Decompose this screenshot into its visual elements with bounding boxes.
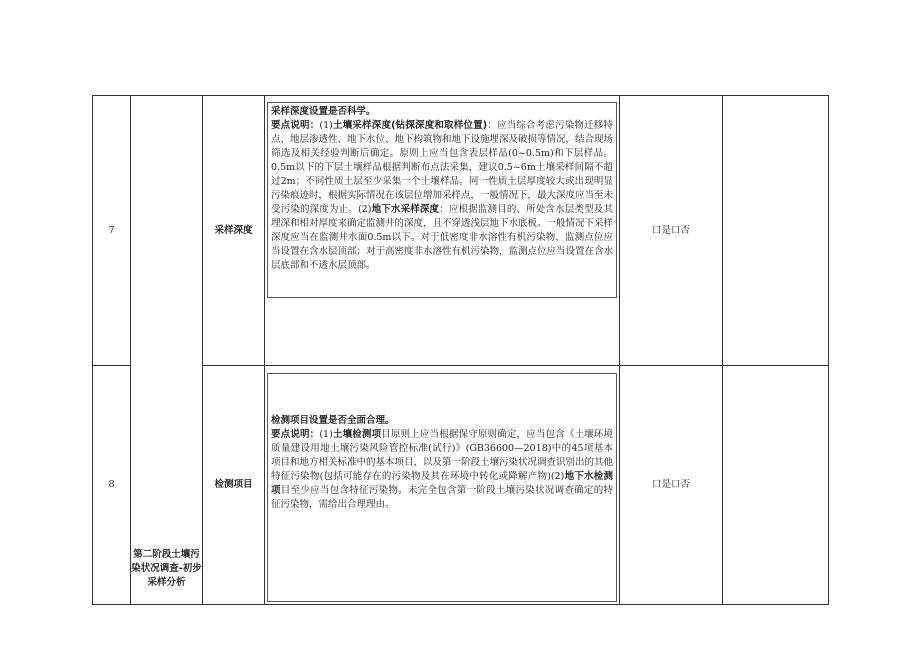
content-body [271,119,613,273]
content-heading: 检测项目设置是否全面合理。 [271,415,395,426]
content-box [267,373,617,602]
table-row [93,96,829,366]
content-cell [265,96,620,366]
point-2-text: 目至少应当包含特征污染物。未完全包含第一阶段土壤污染状况调查确定的特征污染物，需给出合理理由。 [271,485,613,510]
table-row [93,366,829,605]
item-label: 采样深度 [203,96,265,366]
content-body [271,428,613,512]
point-1-label: 土壤采样深度(钻探深度和取样位置) [332,120,488,131]
point-1-prefix: (1) [319,120,333,131]
point-2-label: 地下水检测项 [271,471,613,496]
point-1-label: 土壤检测项 [332,429,382,440]
key-label: 要点说明： [271,120,320,131]
point-2-text: ：应根据监测目的、所处含水层类型及其埋深和相对厚度来确定监测井的深度，且不穿透浅层地下水底板。一般情况下采样深度应当在监测井水面0.5m以下。对于低密度非水溶性有机污染物，监测点位应当设置在含水层顶部；对于高密度非水溶性有机污染物，监测点位应当设置在含水层底部和不透水层顶部。 [271,204,614,271]
point-1-text: ：应当综合考虑污染物迁移特点、地层渗透性、地下水位、地下构筑物和地下设施埋深及破损等情况，结合现场筛选及相关经验判断后确定。原则上应当包含表层样品(0~0.5m)和下层样品。0.5m以下的下层土壤样品根据判断布点法采集，建议0.5~6m土壤采样间隔不超过2m；不同性质土层至少采集一个土壤样品。同一性质土层厚度较大或出现明显污染痕迹时，根据实际情况在该层位增加采样点，一般情况下，最大深度应当至未受污染的深度为止。(2) [271,120,614,215]
item-label: 检测项目 [203,366,265,605]
content-cell [265,366,620,605]
result-checkbox-text[interactable]: 口是口否 [620,366,723,605]
row-number: 7 [93,96,131,366]
point-1-text: 目原则上应当根据保守原则确定，应当包含《土壤环境质量建设用地土壤污染风险管控标准(试行)》(GB36600—2018)中的45项基本项目和地方相关标准中的基本项目，以及第一阶段土壤污染状况调查识别出的其他特征污染物(包括可能存在的污染物及其在环境中转化或降解产物)(2) [271,429,614,482]
remarks-cell [723,96,829,366]
content-heading: 采样深度设置是否科学。 [271,106,376,117]
content-box [267,102,617,298]
key-label: 要点说明： [271,429,320,440]
row-number: 8 [93,366,131,605]
point-1-prefix: (1) [319,429,333,440]
stage-label: 第二阶段土壤污染状况调查-初步采样分析 [131,96,203,605]
review-table [92,95,829,605]
point-2-label: 地下水采样深度 [371,204,440,215]
remarks-cell [723,366,829,605]
result-checkbox-text[interactable]: 口是口否 [620,96,723,366]
